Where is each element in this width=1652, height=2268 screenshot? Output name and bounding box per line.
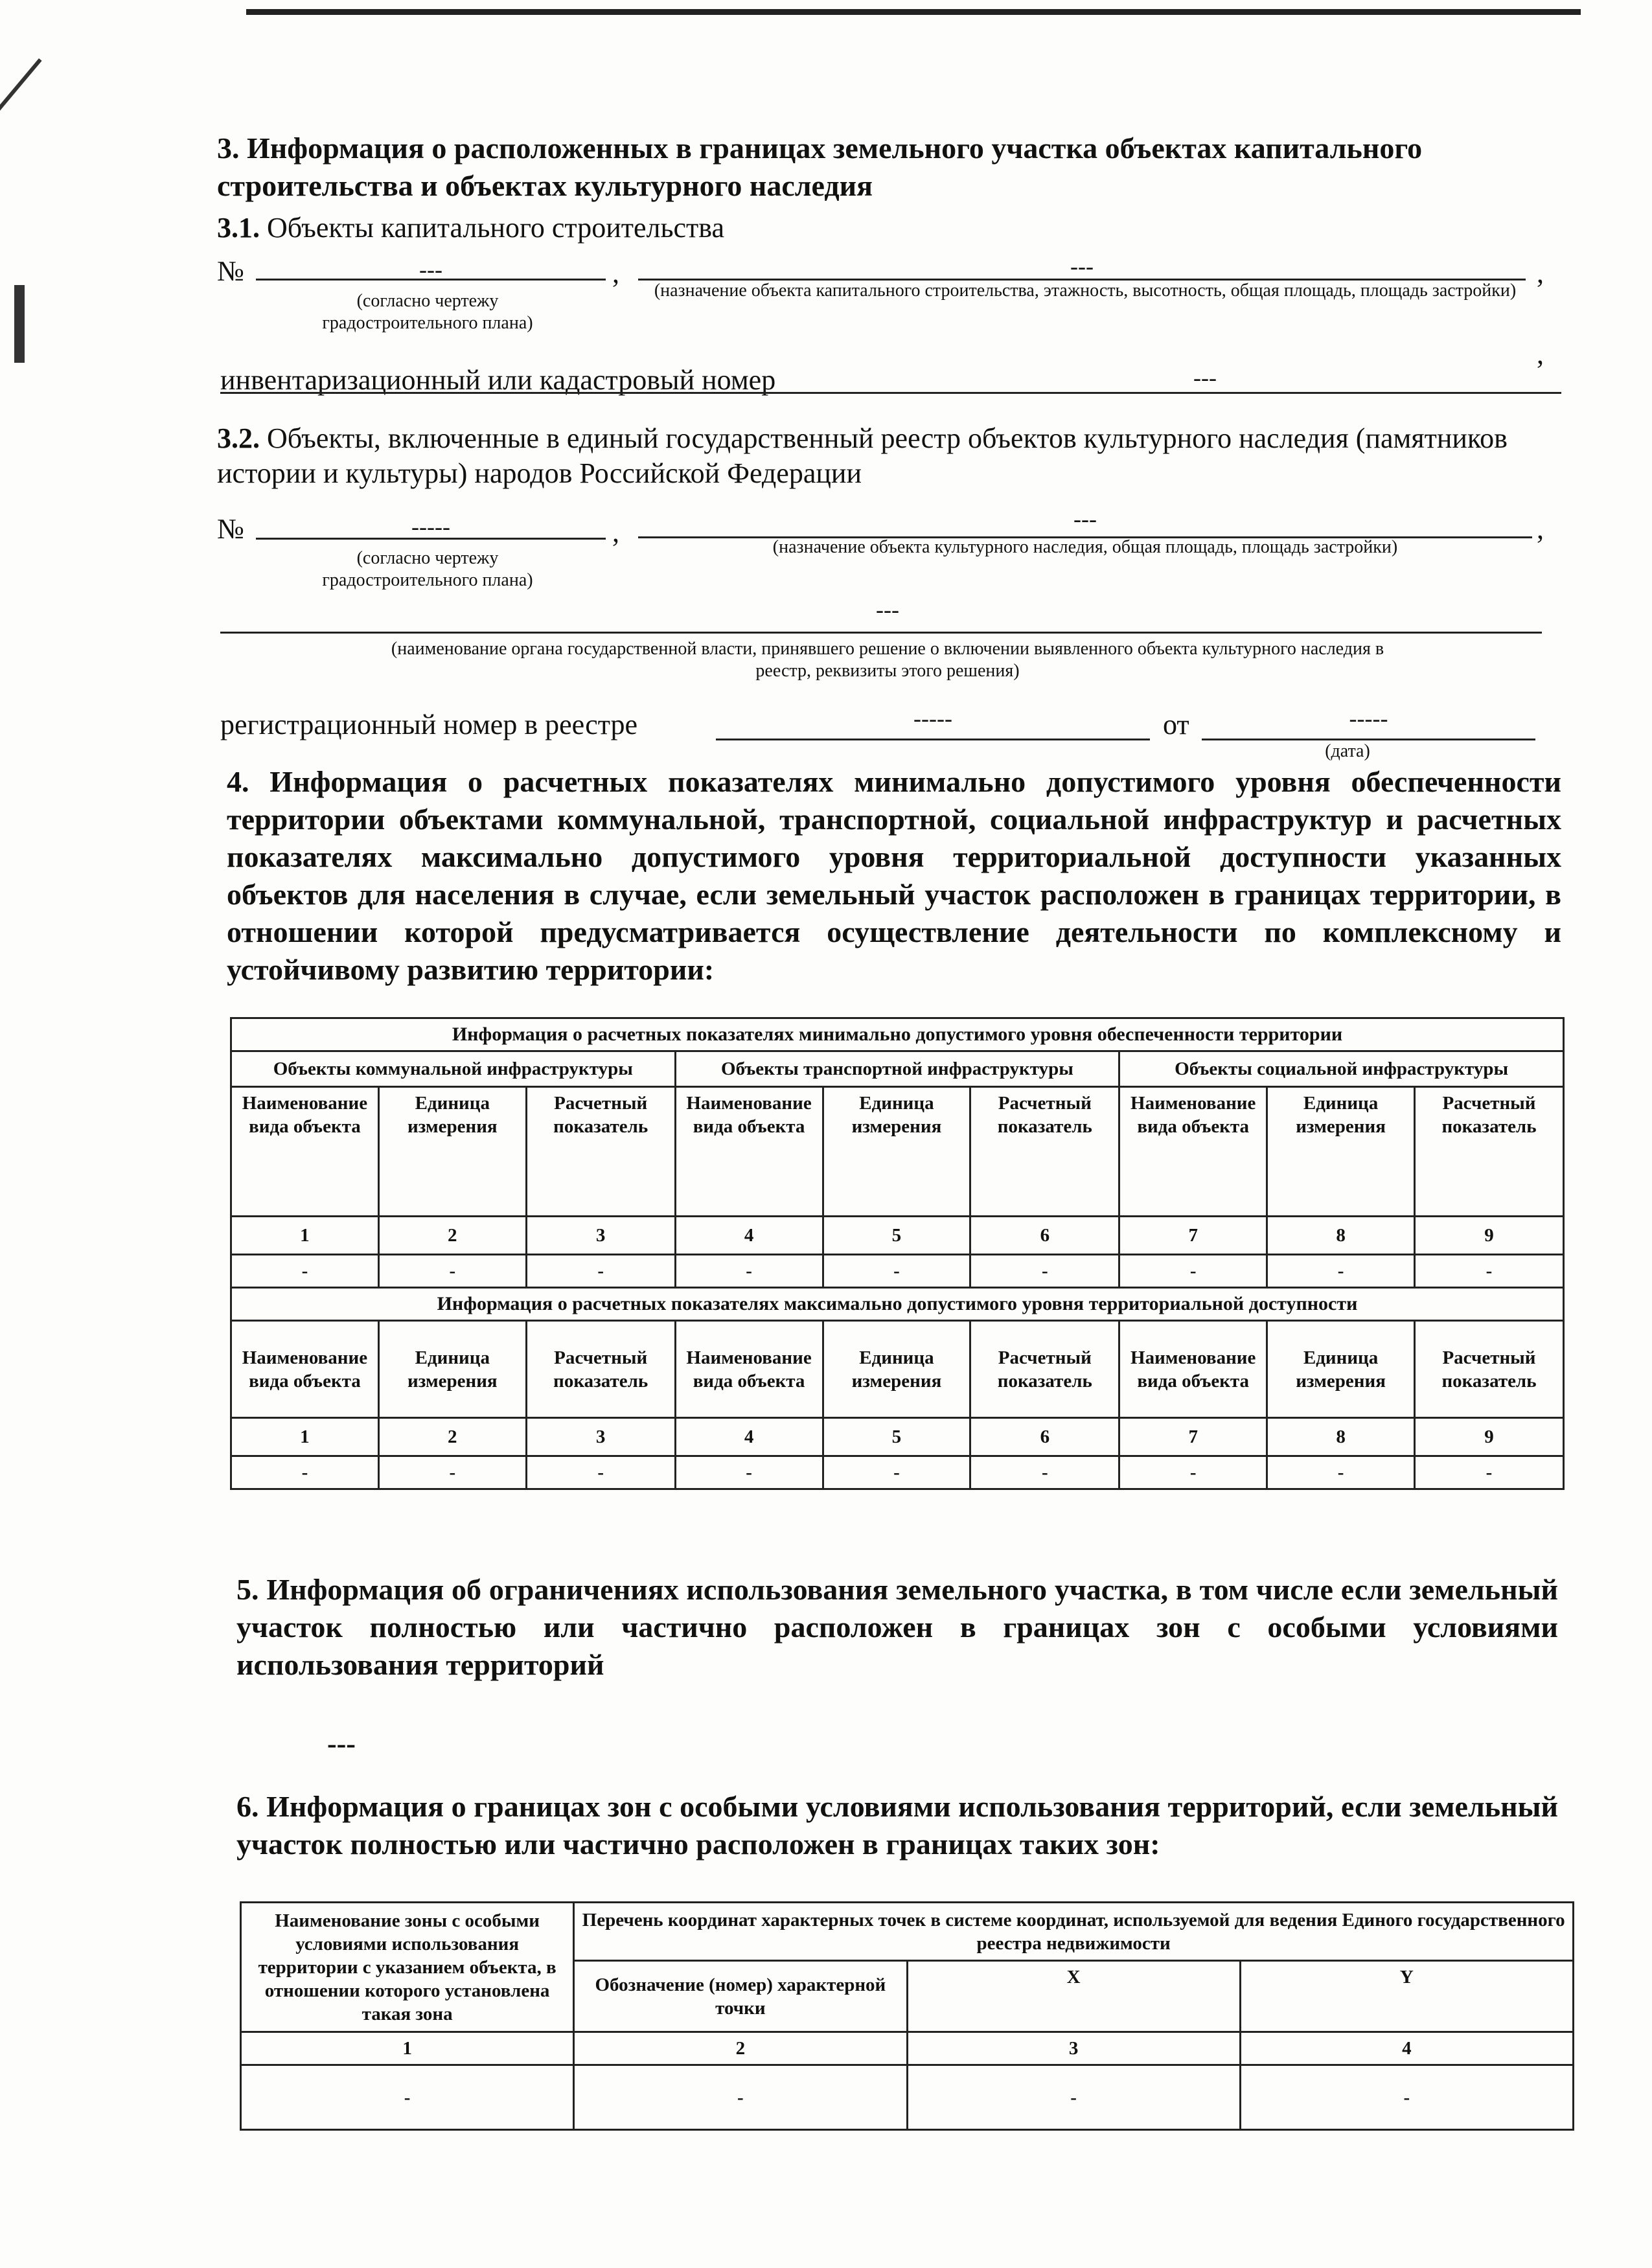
table-cell: - — [970, 1456, 1119, 1489]
table-cell: - — [675, 1255, 823, 1288]
table-cell: - — [378, 1456, 526, 1489]
group-transport: Объекты транспортной инфраструктуры — [675, 1051, 1119, 1087]
caption-plan: (согласно чертежу градостроительного плана) — [322, 548, 533, 590]
table-cell: - — [526, 1456, 675, 1489]
column-number: 7 — [1119, 1217, 1267, 1255]
table-header-max: Информация о расчетных показателях максимально допустимого уровня территориальной доступности — [231, 1288, 1564, 1321]
column-number: 9 — [1415, 1217, 1564, 1255]
section3-1-number: 3.1. — [217, 212, 260, 244]
column-header: Наименование вида объекта — [231, 1087, 379, 1217]
column-number: 4 — [675, 1418, 823, 1456]
column-number: 2 — [574, 2032, 907, 2065]
section5-value: --- — [327, 1728, 356, 1759]
section6-title: 6. Информация о границах зон с особыми условиями использования территорий, если земельный участок полностью или частично расположен в границах таких зон: — [236, 1790, 1558, 1861]
column-number: 3 — [907, 2032, 1240, 2065]
column-header: Расчетный показатель — [970, 1321, 1119, 1418]
section3-1-heading — [217, 211, 1383, 246]
column-header: Единица измерения — [823, 1321, 970, 1418]
authority-line — [220, 632, 1542, 634]
inventory-label: инвентаризационный или кадастровый номер — [220, 364, 776, 396]
caption-purpose: (назначение объекта культурного наследия, общая площадь, площадь застройки) — [772, 537, 1398, 557]
column-number: 8 — [1267, 1217, 1415, 1255]
column-header: Расчетный показатель — [1415, 1321, 1564, 1418]
comma: , — [1537, 257, 1544, 289]
plan-number-value: --- — [419, 257, 442, 282]
column-header: Расчетный показатель — [1415, 1087, 1564, 1217]
column-number: 6 — [970, 1217, 1119, 1255]
table-cell: - — [526, 1255, 675, 1288]
column-number: 7 — [1119, 1418, 1267, 1456]
inventory-underline — [220, 392, 862, 394]
registry-value: ----- — [913, 705, 952, 731]
indicators-table — [230, 1017, 1565, 1490]
table-cell: - — [1119, 1255, 1267, 1288]
column-header: Наименование вида объекта — [675, 1321, 823, 1418]
authority-caption: (наименование органа государственной власти, принявшего решение о включении выявленного объекта культурного наследия в реестр, реквизиты этого решения) — [391, 639, 1384, 681]
column-header: Наименование вида объекта — [1119, 1321, 1267, 1418]
column-number: 8 — [1267, 1418, 1415, 1456]
purpose-value: --- — [1070, 253, 1094, 279]
section5-title: 5. Информация об ограничениях использования земельного участка, в том числе если земельный участок полностью или частично расположен в границах зон с особыми условиями использования территорий — [236, 1573, 1558, 1681]
table-cell: - — [823, 1456, 970, 1489]
column-header: Расчетный показатель — [526, 1321, 675, 1418]
table-cell: - — [1267, 1456, 1415, 1489]
column-header: Единица измерения — [1267, 1321, 1415, 1418]
table-cell: - — [1119, 1456, 1267, 1489]
scan-top-border — [246, 9, 1581, 15]
section4-title: 4. Информация о расчетных показателях минимально допустимого уровня обеспеченности территории объектами коммунальной, транспортной, социальной инфраструктур и расчетных показателях максимально допустимого уровня территориальной доступности указанных объектов для населения в случае, если земельный участок расположен в границах территории, в отношении которой предусматривается осуществление деятельности по комплексному и устойчивому развитию территории: — [227, 765, 1561, 986]
comma: , — [612, 257, 619, 289]
table-cell: - — [574, 2065, 907, 2130]
section3-title: 3. Информация о расположенных в границах земельного участка объектах капитального строительства и объектах культурного наследия — [217, 132, 1423, 202]
column-header: Единица измерения — [1267, 1087, 1415, 1217]
column-header: Наименование вида объекта — [675, 1087, 823, 1217]
table-header-min: Информация о расчетных показателях минимально допустимого уровня обеспеченности территории — [231, 1018, 1564, 1051]
comma: , — [1537, 338, 1544, 370]
x-header: X — [907, 1961, 1240, 2032]
caption-purpose: (назначение объекта капитального строительства, этажность, высотность, общая площадь, площадь застройки) — [654, 281, 1517, 301]
caption-plan: (согласно чертежу градостроительного плана) — [322, 291, 533, 333]
number-sign: № — [217, 513, 244, 545]
registry-from: от — [1163, 709, 1189, 740]
registry-line — [716, 739, 1150, 740]
column-header: Расчетный показатель — [970, 1087, 1119, 1217]
column-number: 2 — [378, 1217, 526, 1255]
table-cell: - — [823, 1255, 970, 1288]
column-number: 5 — [823, 1418, 970, 1456]
section3-1-title: Объекты капитального строительства — [267, 212, 724, 244]
column-number: 9 — [1415, 1418, 1564, 1456]
column-header: Единица измерения — [378, 1087, 526, 1217]
column-header: Единица измерения — [378, 1321, 526, 1418]
column-number: 4 — [1240, 2032, 1573, 2065]
group-social: Объекты социальной инфраструктуры — [1119, 1051, 1564, 1087]
table-cell: - — [675, 1456, 823, 1489]
table-cell: - — [241, 2065, 574, 2130]
inventory-value: --- — [1193, 365, 1217, 391]
y-header: Y — [1240, 1961, 1573, 2032]
table-cell: - — [231, 1456, 379, 1489]
section3-2-title: Объекты, включенные в единый государственный реестр объектов культурного наследия (памятников истории и культуры) народов Российской Федерации — [217, 422, 1508, 489]
table-cell: - — [378, 1255, 526, 1288]
inventory-line — [855, 392, 1561, 394]
table-cell: - — [907, 2065, 1240, 2130]
date-caption: (дата) — [1325, 741, 1370, 761]
table-cell: - — [1267, 1255, 1415, 1288]
column-header: Единица измерения — [823, 1087, 970, 1217]
column-number: 1 — [231, 1418, 379, 1456]
table-cell: - — [1240, 2065, 1573, 2130]
column-header: Расчетный показатель — [526, 1087, 675, 1217]
column-header: Наименование вида объекта — [1119, 1087, 1267, 1217]
section3-2-heading — [217, 421, 1565, 491]
scan-punch-mark — [14, 285, 25, 363]
table-cell: - — [1415, 1255, 1564, 1288]
registry-label: регистрационный номер в реестре — [220, 709, 638, 740]
authority-value: --- — [876, 597, 899, 623]
column-number: 2 — [378, 1418, 526, 1456]
date-value: ----- — [1349, 705, 1388, 731]
comma: , — [612, 516, 619, 548]
scan-corner-stroke — [0, 58, 42, 220]
column-number: 4 — [675, 1217, 823, 1255]
section3-2-number: 3.2. — [217, 422, 260, 454]
column-number: 6 — [970, 1418, 1119, 1456]
column-number: 3 — [526, 1217, 675, 1255]
comma: , — [1537, 513, 1544, 545]
coords-header: Перечень координат характерных точек в системе координат, используемой для ведения Единого государственного реестра недвижимости — [574, 1903, 1574, 1961]
column-header: Наименование вида объекта — [231, 1321, 379, 1418]
number-sign: № — [217, 255, 244, 287]
point-header: Обозначение (номер) характерной точки — [574, 1961, 907, 2032]
column-number: 5 — [823, 1217, 970, 1255]
group-communal: Объекты коммунальной инфраструктуры — [231, 1051, 676, 1087]
table-cell: - — [231, 1255, 379, 1288]
purpose-value: --- — [1073, 506, 1097, 532]
zone-name-header: Наименование зоны с особыми условиями использования территории с указанием объекта, в отношении которого установлена такая зона — [241, 1903, 574, 2032]
column-number: 3 — [526, 1418, 675, 1456]
column-number: 1 — [231, 1217, 379, 1255]
zones-table — [240, 1901, 1574, 2131]
table-cell: - — [1415, 1456, 1564, 1489]
table-cell: - — [970, 1255, 1119, 1288]
column-number: 1 — [241, 2032, 574, 2065]
plan-number-value: ----- — [411, 514, 450, 540]
